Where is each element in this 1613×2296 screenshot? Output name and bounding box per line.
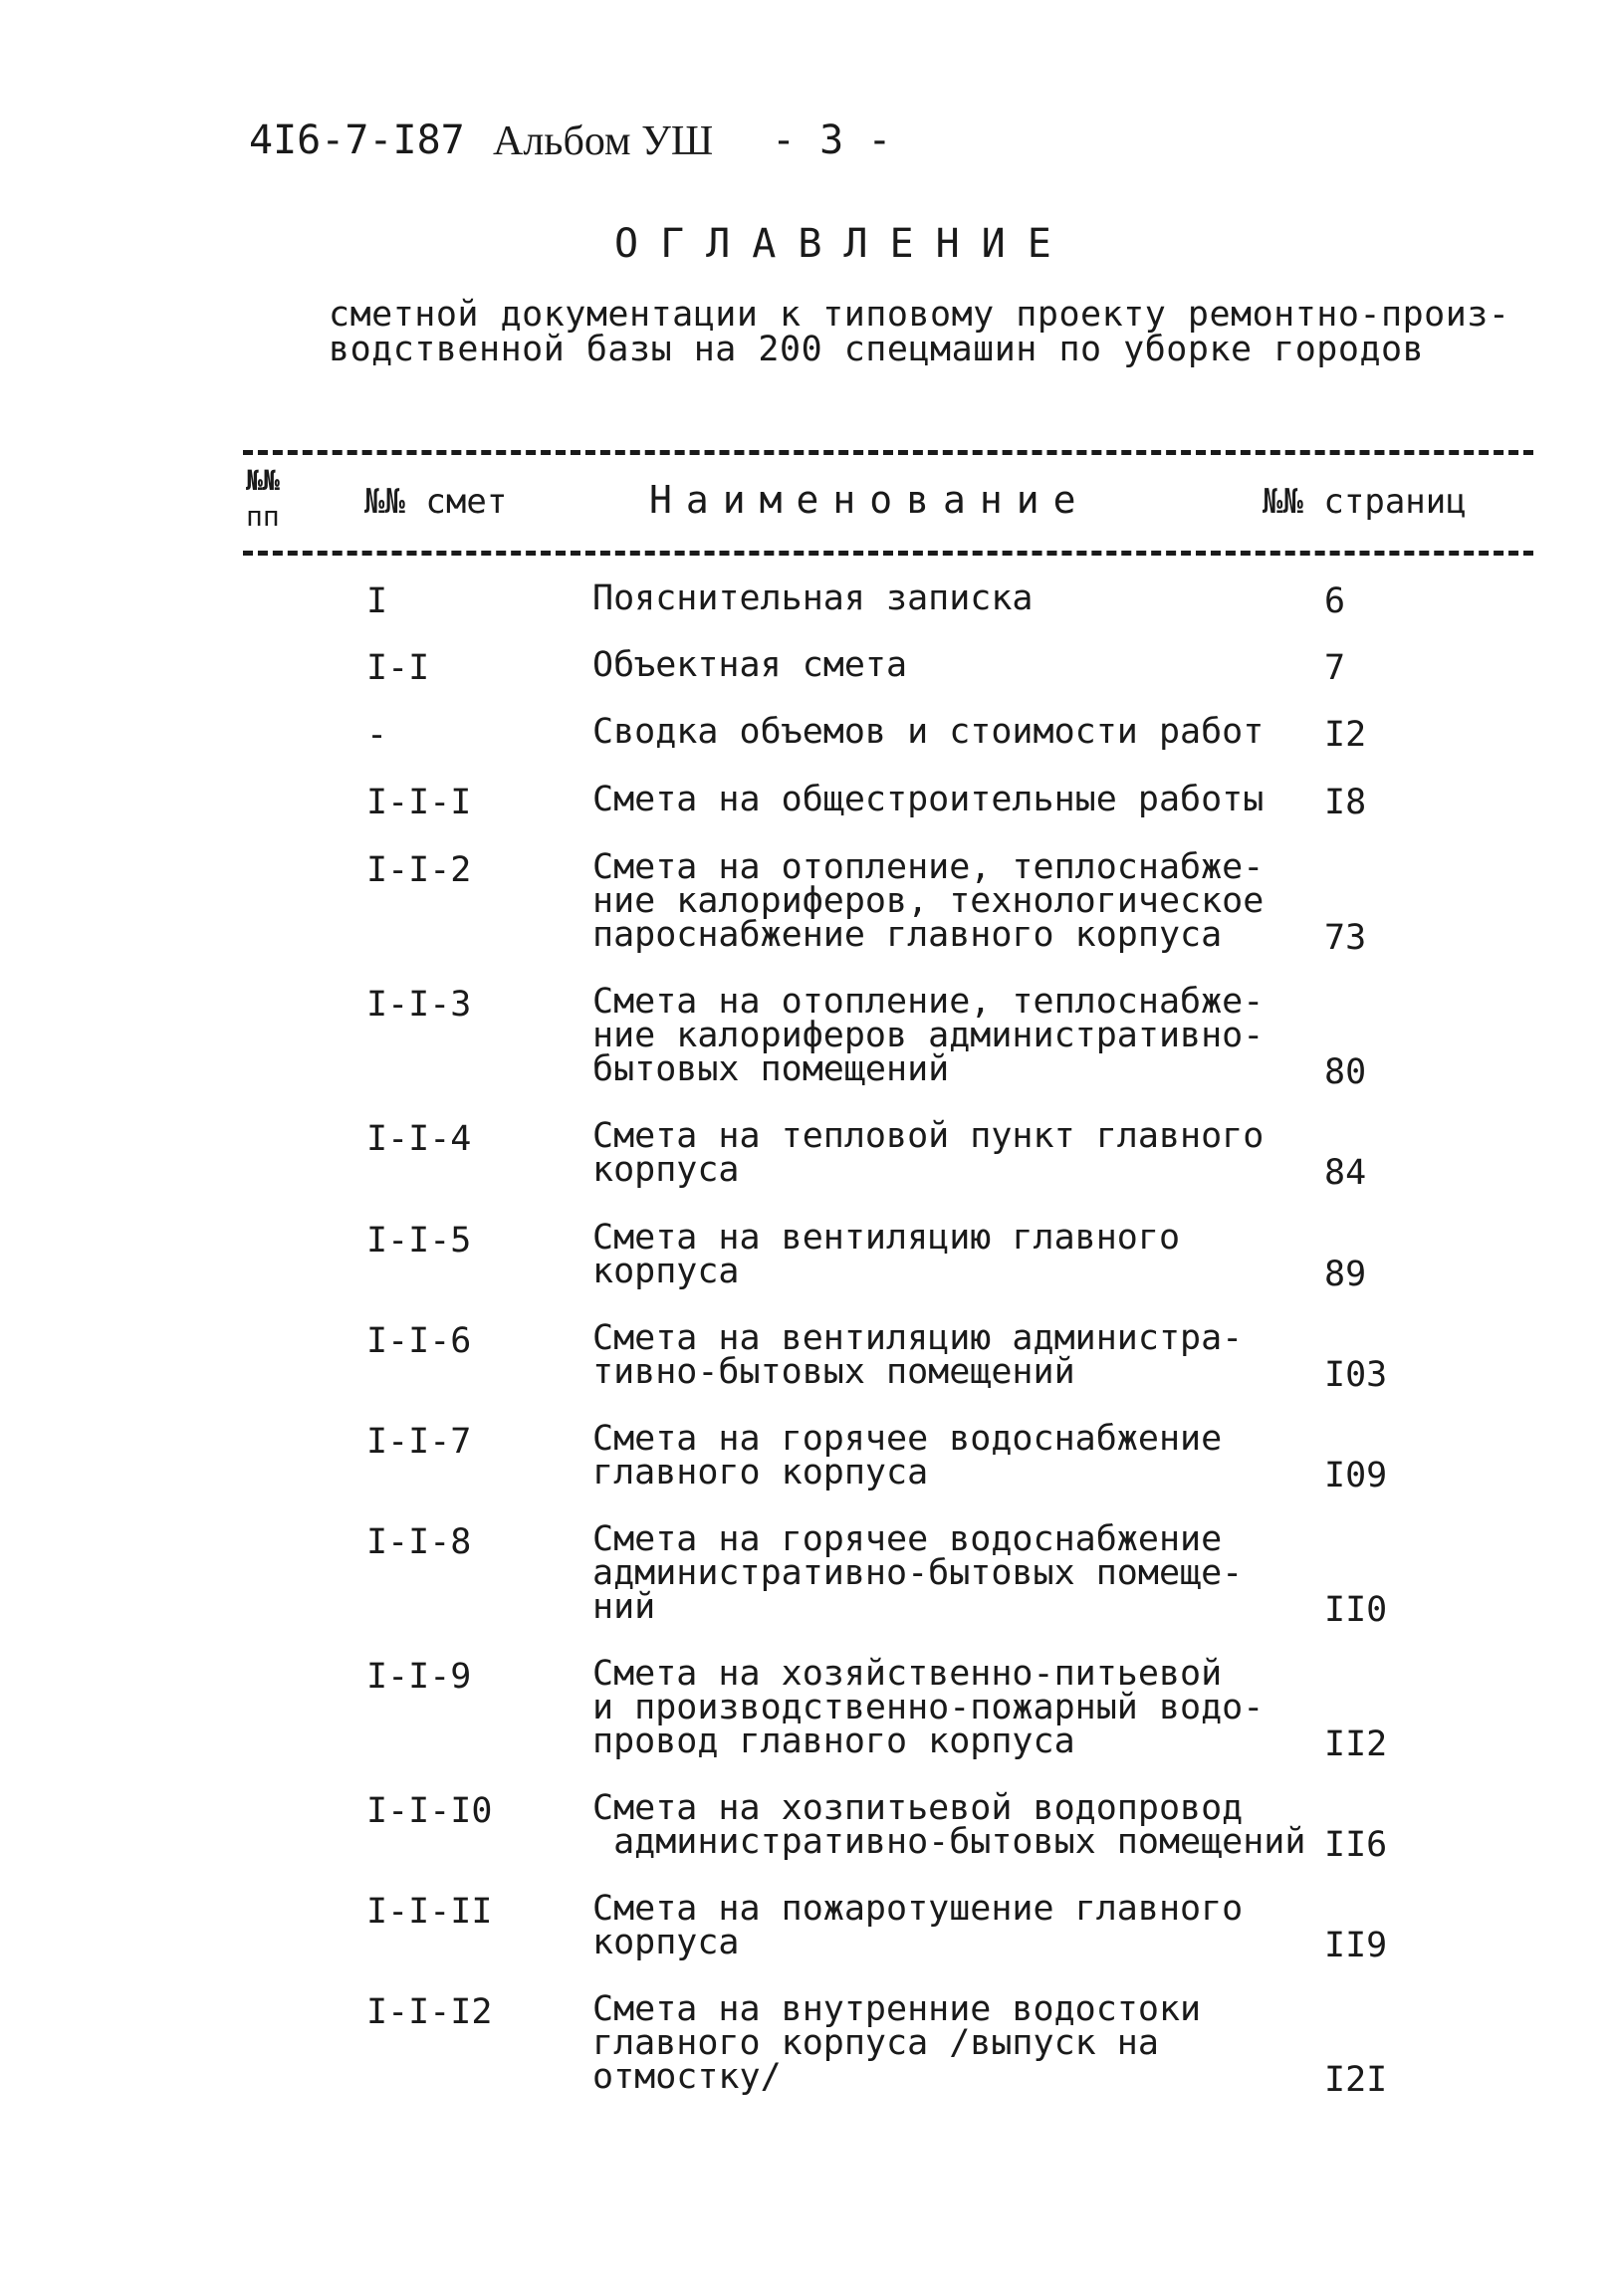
row-page: II6 [1324,1825,1388,1865]
row-name: Пояснительная записка [592,578,1034,618]
row-page: 7 [1324,648,1346,688]
row-name: Смета на тепловой пункт главного корпуса [592,1116,1265,1190]
header-name: Наименование [649,478,1090,522]
row-page: I03 [1324,1355,1388,1395]
row-name: Смета на отопление, теплоснабже- ние калориферов административно- бытовых помещений [592,982,1265,1089]
row-estimate-code: I-I-I0 [366,1791,493,1831]
row-estimate-code: I [366,581,388,621]
row-name: Смета на вентиляцию администра- тивно-бытовых помещений [592,1318,1244,1392]
page-title: ОГЛАВЛЕНИЕ [614,221,1073,267]
row-name: Объектная смета [592,645,908,685]
row-page: 73 [1324,918,1367,958]
row-name: Смета на отопление, теплоснабже- ние калориферов, технологическое пароснабжение главного корпуса [592,847,1265,955]
page-number: - 3 - [772,117,892,163]
row-name: Смета на вентиляцию главного корпуса [592,1218,1181,1291]
row-estimate-code: I-I-I2 [366,1992,493,2032]
row-page: 84 [1324,1153,1367,1193]
row-page: I09 [1324,1456,1388,1495]
row-name: Смета на хозпитьевой водопровод административно-бытовых помещений [592,1788,1306,1862]
row-page: II0 [1324,1590,1388,1630]
row-estimate-code: - [366,715,388,755]
row-page: I2I [1324,2060,1388,2100]
row-estimate-code: I-I-4 [366,1119,472,1159]
row-name: Сводка объемов и стоимости работ [592,712,1265,752]
row-page: 80 [1324,1052,1367,1092]
row-page: 6 [1324,581,1346,621]
row-estimate-code: I-I-5 [366,1221,472,1261]
row-estimate-code: I-I-I [366,783,472,822]
row-estimate-code: I-I-2 [366,850,472,890]
row-name: Смета на горячее водоснабжение главного корпуса [592,1419,1223,1492]
row-estimate-code: I-I-8 [366,1522,472,1562]
header-number-line-2: пп [246,500,280,533]
table-top-rule [243,450,1533,455]
header-estimate-no: №№ смет [364,482,508,522]
row-estimate-code: I-I-7 [366,1422,472,1462]
row-page: 89 [1324,1255,1367,1294]
subtitle-line-2: водственной базы на 200 спецмашин по уборке городов [329,330,1425,369]
row-page: I8 [1324,783,1367,822]
row-estimate-code: I-I [366,648,430,688]
row-name: Смета на общестроительные работы [592,780,1265,819]
row-estimate-code: I-I-3 [366,985,472,1025]
album-label: Альбом УШ [493,118,714,164]
row-estimate-code: I-I-II [366,1892,493,1932]
row-page: I2 [1324,715,1367,755]
table-header-rule [243,551,1533,556]
row-name: Смета на хозяйственно-питьевой и производственно-пожарный водо- провод главного корпуса [592,1654,1265,1761]
subtitle-line-1: сметной документации к типовому проекту ремонтно-произ- [329,295,1510,335]
row-name: Смета на пожаротушение главного корпуса [592,1889,1244,1962]
row-name: Смета на внутренние водостоки главного корпуса /выпуск на отмостку/ [592,1989,1202,2097]
header-pages: №№ страниц [1263,482,1467,522]
header-number-line-1: №№ [246,464,280,497]
row-estimate-code: I-I-6 [366,1321,472,1361]
row-page: II2 [1324,1724,1388,1764]
row-page: II9 [1324,1926,1388,1965]
row-name: Смета на горячее водоснабжение административно-бытовых помеще- ний [592,1519,1244,1627]
document-code: 4I6-7-I87 [249,117,465,163]
row-estimate-code: I-I-9 [366,1657,472,1697]
